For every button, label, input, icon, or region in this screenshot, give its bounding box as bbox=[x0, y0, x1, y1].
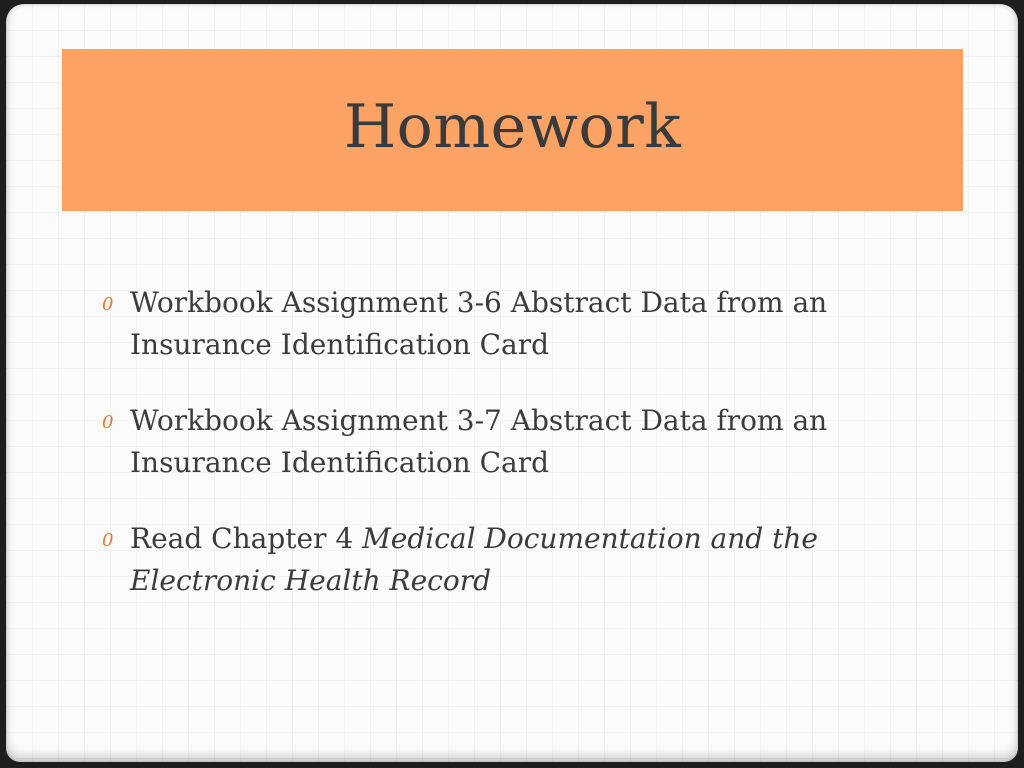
bullet-text: Workbook Assignment 3-7 Abstract Data from an Insurance Identification Card bbox=[130, 404, 828, 479]
bullet-list bbox=[102, 282, 922, 636]
bullet-text: Workbook Assignment 3-6 Abstract Data from an Insurance Identification Card bbox=[130, 286, 828, 361]
bullet-item-3 bbox=[102, 518, 922, 602]
bullet-marker: 0 bbox=[102, 412, 114, 433]
bullet-marker: 0 bbox=[102, 530, 114, 551]
bullet-marker: 0 bbox=[102, 294, 114, 315]
slide bbox=[6, 4, 1018, 762]
bullet-text: Read Chapter 4 bbox=[130, 522, 363, 555]
slide-title: Homework bbox=[343, 92, 682, 162]
bullet-item-2 bbox=[102, 400, 922, 484]
title-band bbox=[62, 49, 963, 211]
bullet-item-1 bbox=[102, 282, 922, 366]
book-title: Medical Documentation and the Electronic Health Record bbox=[130, 522, 818, 597]
